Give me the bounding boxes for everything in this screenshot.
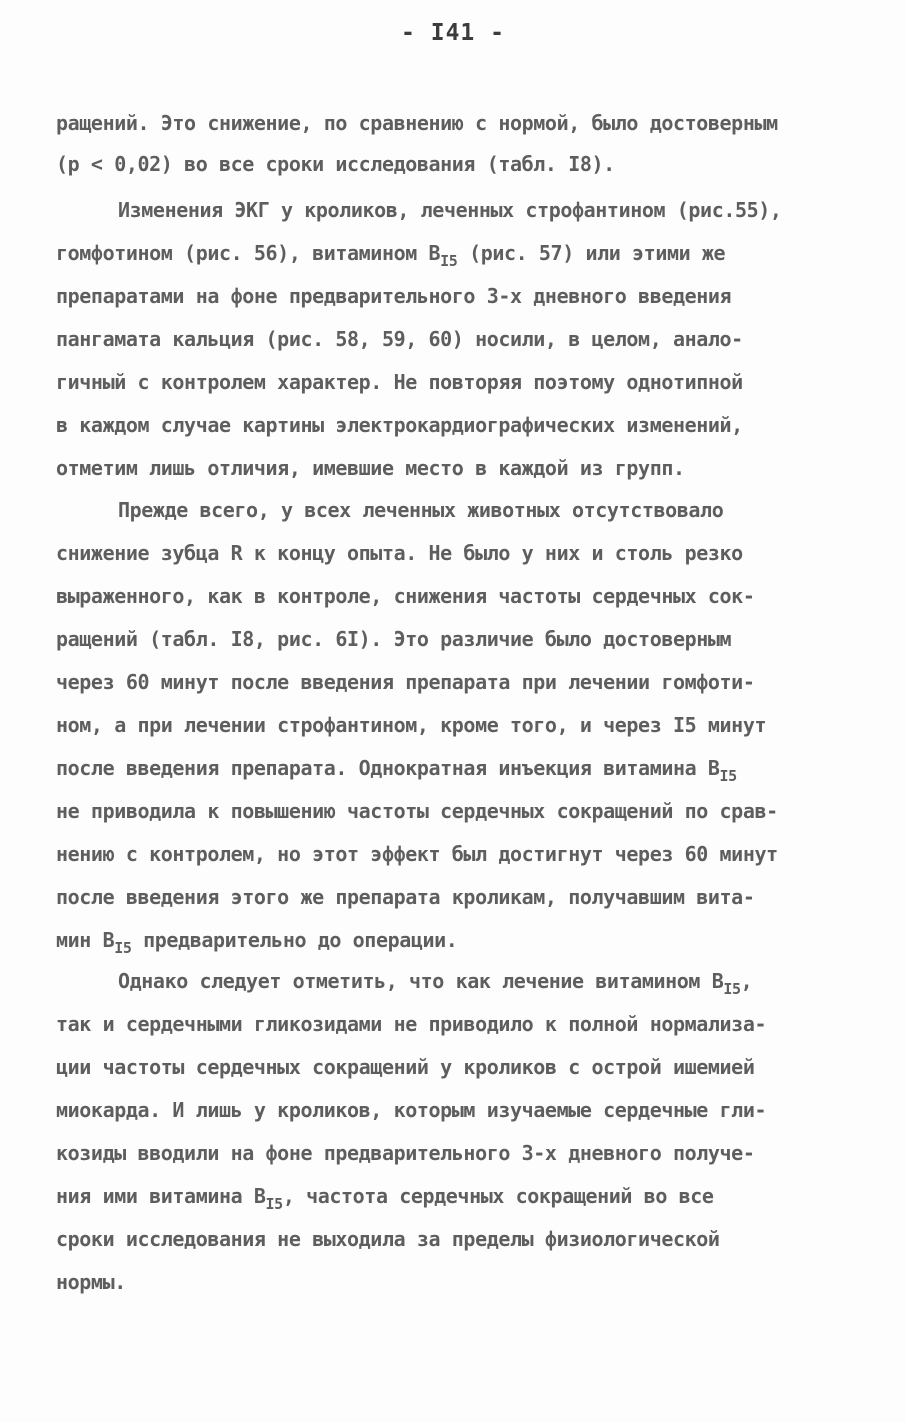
text-line: (р < 0,02) во все сроки исследования (табл. I8). <box>56 152 615 176</box>
text-line: после введения этого же препарата кроликам, получавшим вита- <box>56 885 755 909</box>
text-line: пангамата кальция (рис. 58, 59, 60) носили, в целом, анало- <box>56 327 743 351</box>
text-line: через 60 минут после введения препарата при лечении гомфоти- <box>56 670 755 694</box>
text-line: Изменения ЭКГ у кроликов, леченных строфантином (рис.55), <box>118 198 782 222</box>
text-line: ращений (табл. I8, рис. 6I). Это различие было достоверным <box>56 627 732 651</box>
text-line <box>56 1183 714 1213</box>
text-line: ном, а при лечении строфантином, кроме того, и через I5 минут <box>56 713 767 737</box>
text-line <box>118 968 753 998</box>
text-line: козиды вводили на фоне предварительного 3-х дневного получе- <box>56 1141 755 1165</box>
text-segment: , <box>740 969 753 993</box>
text-segment: гомфотином (рис. 56), витамином В <box>56 241 441 265</box>
text-segment: мин В <box>56 928 115 952</box>
text-line: не приводила к повышению частоты сердечных сокращений по срав- <box>56 799 778 823</box>
text-segment: (рис. 57) или этими же <box>457 241 726 265</box>
text-line: нормы. <box>56 1270 126 1294</box>
subscript: I5 <box>440 252 458 270</box>
text-line: в каждом случае картины электрокардиографических изменений, <box>56 413 743 437</box>
text-line: препаратами на фоне предварительного 3-х дневного введения <box>56 284 732 308</box>
text-line: снижение зубца R к концу опыта. Не было у них и столь резко <box>56 541 743 565</box>
subscript: I5 <box>265 1195 283 1213</box>
text-line: нению с контролем, но этот эффект был достигнут через 60 минут <box>56 842 778 866</box>
text-line <box>56 755 737 785</box>
text-line: ращений. Это снижение, по сравнению с нормой, было достоверным <box>56 111 778 135</box>
text-line: гичный с контролем характер. Не повторяя поэтому однотипной <box>56 370 743 394</box>
text-line: отметим лишь отличия, имевшие место в каждой из групп. <box>56 456 685 480</box>
text-line: ции частоты сердечных сокращений у кроликов с острой ишемией <box>56 1055 755 1079</box>
subscript: I5 <box>723 980 741 998</box>
text-segment: предварительно до операции. <box>131 928 458 952</box>
text-segment: , частота сердечных сокращений во все <box>282 1184 714 1208</box>
text-line: сроки исследования не выходила за пределы физиологической <box>56 1227 720 1251</box>
text-line: миокарда. И лишь у кроликов, которым изучаемые сердечные гли- <box>56 1098 767 1122</box>
subscript: I5 <box>114 939 132 957</box>
text-line: выраженного, как в контроле, снижения частоты сердечных сок- <box>56 584 755 608</box>
text-line: так и сердечными гликозидами не приводило к полной нормализа- <box>56 1012 767 1036</box>
text-segment: Однако следует отметить, что как лечение витамином В <box>118 969 724 993</box>
text-line: Прежде всего, у всех леченных животных отсутствовало <box>118 498 724 522</box>
text-segment: ния ими витамина В <box>56 1184 266 1208</box>
text-line <box>56 240 726 270</box>
text-segment: после введения препарата. Однократная инъекция витамина В <box>56 756 720 780</box>
subscript: I5 <box>719 767 737 785</box>
page-number: - I41 - <box>401 20 505 46</box>
text-line <box>56 927 458 957</box>
